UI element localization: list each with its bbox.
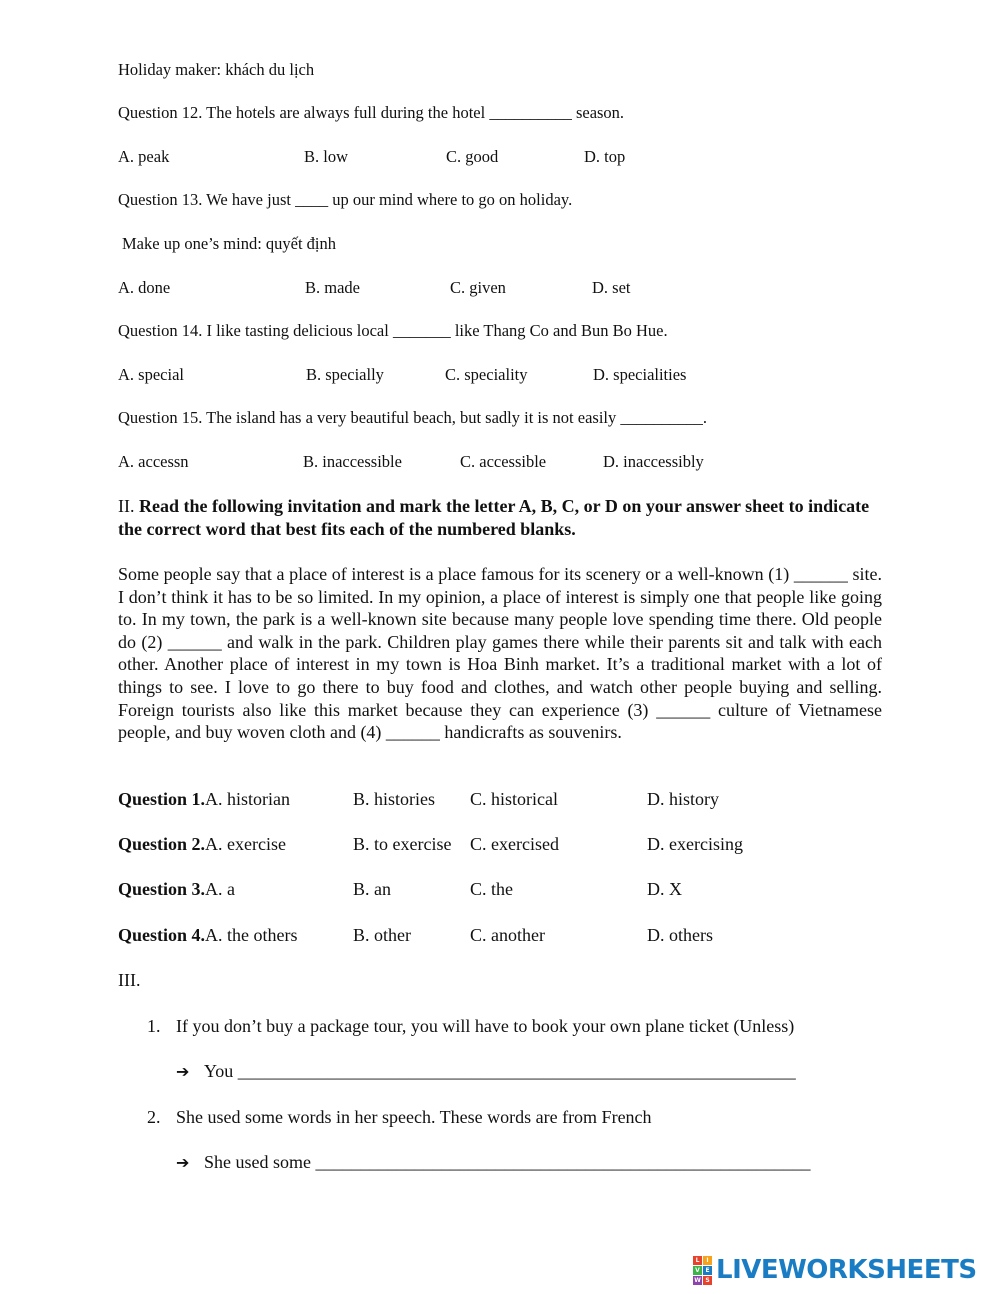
q12-option-b: B. low [304, 147, 349, 166]
cloze-question-2 [118, 834, 286, 855]
option-a: A. exercise [205, 834, 286, 854]
option-a: A. historian [205, 789, 291, 809]
option-d: D. others [647, 925, 713, 945]
option-d: D. X [647, 879, 682, 899]
rewrite-item-2-number: 2. [147, 1107, 161, 1127]
section-2-instruction: Read the following invitation and mark the letter A, B, C, or D on your answer sheet to indicate the correct word that best fits each of the numbered blanks. [118, 496, 870, 539]
gloss-make-up-mind: Make up one’s mind: quyết định [122, 234, 337, 253]
q15-option-a: A. accessn [118, 452, 189, 471]
liveworksheets-logo [693, 1256, 977, 1284]
section-2-heading [118, 495, 888, 541]
q15-option-b: B. inaccessible [303, 452, 402, 471]
cloze-question-1 [118, 789, 290, 810]
question-label: Question 1. [118, 789, 206, 809]
option-c: C. exercised [470, 834, 559, 854]
q14-option-b: B. specially [306, 365, 384, 384]
q12-option-c: C. good [446, 147, 499, 166]
question-12-stem: Question 12. The hotels are always full during the hotel __________ season. [118, 103, 625, 122]
rewrite-item-1-prompt: If you don’t buy a package tour, you will have to book your own plane ticket (Unless) [176, 1016, 795, 1036]
arrow-right-icon: ➔ [176, 1153, 190, 1172]
answer-line: She used some _______________________________________________________ [204, 1152, 811, 1172]
q13-option-a: A. done [118, 278, 171, 297]
q15-option-d: D. inaccessibly [603, 452, 704, 471]
question-13-stem: Question 13. We have just ____ up our mind where to go on holiday. [118, 190, 573, 209]
option-a: A. a [205, 879, 236, 899]
arrow-right-icon: ➔ [176, 1062, 190, 1081]
option-c: C. historical [470, 789, 558, 809]
q14-option-c: C. speciality [445, 365, 528, 384]
q14-option-d: D. specialities [593, 365, 687, 384]
cloze-question-3 [118, 879, 235, 900]
question-label: Question 4. [118, 925, 206, 945]
q13-option-c: C. given [450, 278, 506, 297]
option-b: B. other [353, 925, 411, 945]
option-c: C. the [470, 879, 513, 899]
q12-option-a: A. peak [118, 147, 170, 166]
reading-passage: Some people say that a place of interest is a place famous for its scenery or a well-known (1) ______ site. I don’t think it has to be so limited. In my opinion, a place of interest is simply one that people like going to. In my town, the park is a well-known site because many people love spending time there. Old people do (2) ______ and walk in the park. Children play games there while their parents sit and talk with each other. Another place of interest in my town is Hoa Binh market. It’s a traditional market with a lot of things to see. I love to go there to buy food and clothes, and watch other people buying and selling. Foreign tourists also like this market because they can experience (3) ______ culture of Vietnamese people, and buy woven cloth and (4) ______ handicrafts as souvenirs. [118, 564, 882, 743]
q13-option-b: B. made [305, 278, 360, 297]
section-3-number: III. [118, 970, 141, 990]
rewrite-item-2-answer[interactable] [176, 1152, 811, 1173]
logo-mark-icon: L I V E W S [693, 1256, 712, 1285]
option-b: B. an [353, 879, 391, 899]
rewrite-item-2-prompt: She used some words in her speech. These words are from French [176, 1107, 652, 1127]
section-2-number: II. [118, 496, 135, 516]
q14-option-a: A. special [118, 365, 184, 384]
rewrite-item-1-number: 1. [147, 1016, 161, 1036]
option-a: A. the others [205, 925, 298, 945]
answer-line: You ______________________________________________________________ [204, 1061, 796, 1081]
q15-option-c: C. accessible [460, 452, 547, 471]
option-b: B. to exercise [353, 834, 452, 854]
q12-option-d: D. top [584, 147, 626, 166]
gloss-holiday-maker: Holiday maker: khách du lịch [118, 60, 315, 79]
rewrite-item-1-answer[interactable] [176, 1061, 796, 1082]
question-14-stem: Question 14. I like tasting delicious local _______ like Thang Co and Bun Bo Hue. [118, 321, 668, 340]
option-c: C. another [470, 925, 545, 945]
option-d: D. exercising [647, 834, 743, 854]
option-d: D. history [647, 789, 719, 809]
logo-text: LIVEWORKSHEETS [716, 1255, 977, 1285]
question-15-stem: Question 15. The island has a very beautiful beach, but sadly it is not easily __________. [118, 408, 708, 427]
question-label: Question 2. [118, 834, 206, 854]
q13-option-d: D. set [592, 278, 631, 297]
cloze-question-4 [118, 925, 298, 946]
question-label: Question 3. [118, 879, 206, 899]
option-b: B. histories [353, 789, 436, 809]
